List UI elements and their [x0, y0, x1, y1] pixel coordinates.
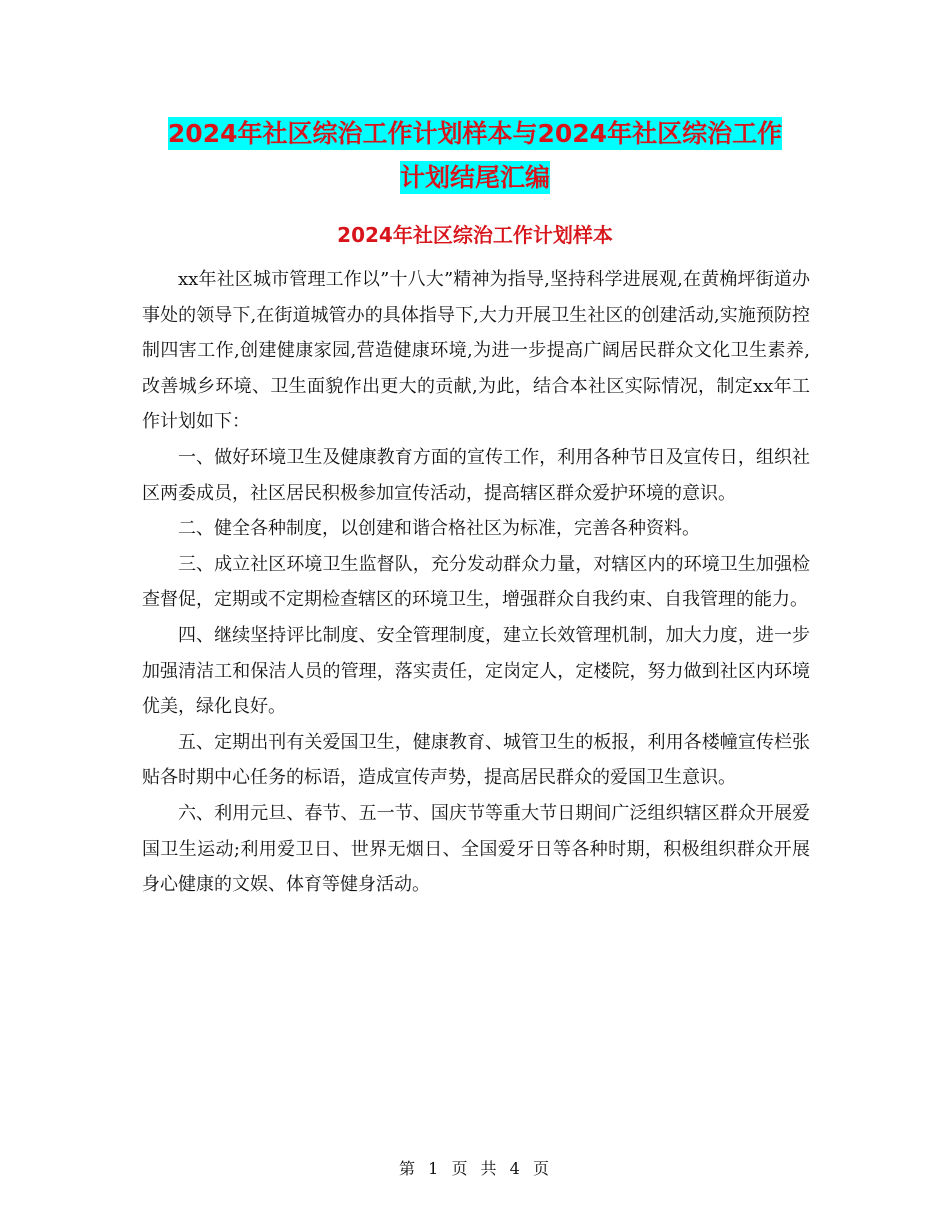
footer-page-total: 4: [509, 1159, 522, 1178]
paragraph-item-2: 二、健全各种制度，以创建和谐合格社区为标准，完善各种资料。: [178, 518, 700, 540]
paragraph-item-5: 五、定期出刊有关爱国卫生，健康教育、城管卫生的板报，利用各楼幢宣传栏张贴各时期中心任务的标语，造成宣传声势，提高居民群众的爱国卫生意识。: [142, 731, 810, 789]
document-title: [150, 112, 800, 200]
paragraph-item-6: 六、利用元旦、春节、五一节、国庆节等重大节日期间广泛组织辖区群众开展爱国卫生运动;利用爱卫日、世界无烟日、全国爱牙日等各种时期，积极组织群众开展身心健康的文娱、体育等健身活动。: [142, 802, 810, 896]
footer-total-unit: 页: [532, 1159, 551, 1178]
document-body: [142, 262, 810, 903]
footer-page-current: 1: [428, 1159, 441, 1178]
paragraph-item-3: 三、成立社区环境卫生监督队，充分发动群众力量，对辖区内的环境卫生加强检查督促，定期或不定期检查辖区的环境卫生，增强群众自我约束、自我管理的能力。: [142, 553, 810, 611]
document-title-line-1: 2024年社区综治工作计划样本与2024年社区综治工作: [167, 119, 783, 148]
paragraph-item-4: 四、继续坚持评比制度、安全管理制度，建立长效管理机制，加大力度，进一步加强清洁工和保洁人员的管理，落实责任，定岗定人，定楼院，努力做到社区内环境优美，绿化良好。: [142, 624, 810, 718]
section-title: 2024年社区综治工作计划样本: [337, 223, 613, 247]
paragraph-item-1: 一、做好环境卫生及健康教育方面的宣传工作，利用各种节日及宣传日，组织社区两委成员，社区居民积极参加宣传活动，提高辖区群众爱护环境的意识。: [142, 446, 810, 504]
footer-total-prefix: 共: [480, 1159, 499, 1178]
page-footer: [0, 1156, 950, 1179]
footer-page-unit: 页: [451, 1159, 470, 1178]
paragraph-intro: xx年社区城市管理工作以”十八大”精神为指导,坚持科学进展观,在黄桷坪街道办事处的领导下,在街道城管办的具体指导下,大力开展卫生社区的创建活动,实施预防控制四害工作,创建健康家园,营造健康环境,为进一步提高广阔居民群众文化卫生素养,改善城乡环境、卫生面貌作出更大的贡献,为此，结合本社区实际情况，制定xx年工作计划如下：: [142, 269, 810, 433]
document-title-line-2: 计划结尾汇编: [399, 163, 550, 192]
footer-page-prefix: 第: [399, 1159, 418, 1178]
